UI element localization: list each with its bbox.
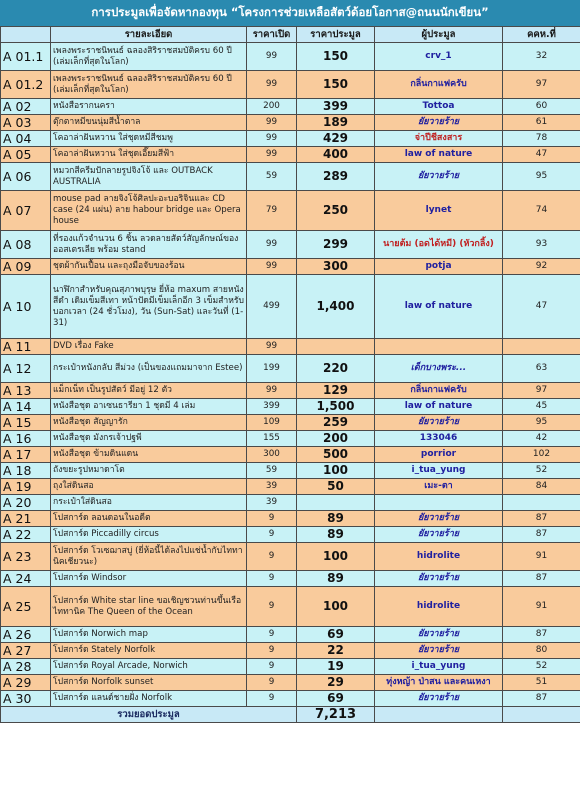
bidder-name: ยัยวายร้าย [375,415,503,431]
item-description: นาฬิกาสำหรับคุณสุภาพบุรุษ ยี่ห้อ maxum สายหนังสีดำ เดิมเข็มสีเทา หน้าปัดมีเข็มเล็กอีก 3 เข็มสำหรับบอกเวลา (24 ชั่วโมง), วัน (Sun-Sat) และวันที่ (1-31) [51,275,247,339]
open-price: 499 [247,275,297,339]
bidder-name: ยัยวายร้าย [375,527,503,543]
bidder-name: ทุ่งหญ้า ป่าสน และคนเหงา [375,675,503,691]
bidder-name: 133046 [375,431,503,447]
item-description: โปสการ์ด Piccadilly circus [51,527,247,543]
item-description: โปสการ์ด Stately Norfolk [51,643,247,659]
item-code: A 04 [1,131,51,147]
sheet-title: การประมูลเพื่อจัดหากองทุน “โครงการช่วยเหลือสัตว์ด้อยโอกาส@ถนนนักเขียน” [0,0,580,26]
open-price: 99 [247,339,297,355]
open-price: 9 [247,675,297,691]
item-code: A 01.1 [1,43,51,71]
open-price: 9 [247,587,297,627]
bidder-name: เมะ-ตา [375,479,503,495]
open-price: 399 [247,399,297,415]
bidder-name: lynet [375,191,503,231]
table-row [1,627,580,643]
item-code: A 09 [1,259,51,275]
open-price: 59 [247,163,297,191]
table-row [1,447,580,463]
comment-number: 97 [503,383,580,399]
bidder-name: ยัยวายร้าย [375,115,503,131]
table-row [1,115,580,131]
bidder-name: กลิ่นกาแฟครับ [375,383,503,399]
open-price: 9 [247,659,297,675]
open-price: 99 [247,71,297,99]
table-row [1,71,580,99]
table-row [1,231,580,259]
bidder-name: law of nature [375,399,503,415]
bid-price: 89 [297,511,375,527]
comment-number: 87 [503,511,580,527]
bidder-name: ยัยวายร้าย [375,691,503,707]
item-description: DVD เรื่อง Fake [51,339,247,355]
bid-price [297,495,375,511]
bid-price: 399 [297,99,375,115]
table-row [1,399,580,415]
item-code: A 27 [1,643,51,659]
item-code: A 08 [1,231,51,259]
total-label: รวมยอดประมูล [1,707,297,723]
bidder-name: ยัยวายร้าย [375,571,503,587]
comment-number: 42 [503,431,580,447]
comment-number: 95 [503,415,580,431]
item-description: หนังสือรากนครา [51,99,247,115]
open-price: 99 [247,115,297,131]
item-description: กระเป๋าใส่ดินสอ [51,495,247,511]
table-row [1,675,580,691]
total-empty-comment [503,707,580,723]
item-description: โคอาล่าฝันหวาน ใส่ชุดหมีสีชมพู [51,131,247,147]
open-price: 99 [247,147,297,163]
bid-price: 500 [297,447,375,463]
item-code: A 21 [1,511,51,527]
item-code: A 11 [1,339,51,355]
table-row [1,163,580,191]
item-description: หนังสือชุด มังกรเจ้าปฐพี [51,431,247,447]
bid-price: 69 [297,627,375,643]
bidder-name: ยัยวายร้าย [375,511,503,527]
bidder-name: i_tua_yung [375,463,503,479]
item-description: โปสการ์ด Norfolk sunset [51,675,247,691]
item-description: โปสการ์ด White star line ขอเชิญชวนท่านขึ้นเรือไททานิค The Queen of the Ocean [51,587,247,627]
bidder-name: porrior [375,447,503,463]
bid-price: 29 [297,675,375,691]
open-price: 9 [247,571,297,587]
bid-price: 200 [297,431,375,447]
open-price: 9 [247,511,297,527]
comment-number: 87 [503,691,580,707]
item-code: A 28 [1,659,51,675]
bid-price: 100 [297,463,375,479]
bid-price: 100 [297,543,375,571]
comment-number: 47 [503,147,580,163]
item-code: A 20 [1,495,51,511]
item-description: ถังขยะรูปหมาดาโต [51,463,247,479]
item-code: A 14 [1,399,51,415]
item-code: A 24 [1,571,51,587]
comment-number: 91 [503,543,580,571]
bidder-name: hidrolite [375,587,503,627]
item-code: A 06 [1,163,51,191]
bid-price: 19 [297,659,375,675]
bid-price: 259 [297,415,375,431]
item-description: ถุงใส่ดินสอ [51,479,247,495]
comment-number: 52 [503,463,580,479]
table-row [1,463,580,479]
table-row [1,495,580,511]
bid-price: 250 [297,191,375,231]
comment-number [503,495,580,511]
bid-price: 69 [297,691,375,707]
bid-price: 300 [297,259,375,275]
bidder-name: hidrolite [375,543,503,571]
open-price: 99 [247,131,297,147]
bidder-name: กลิ่นกาแฟครับ [375,71,503,99]
open-price: 59 [247,463,297,479]
comment-number: 87 [503,627,580,643]
bid-price: 429 [297,131,375,147]
item-description: แม็กเน็ท เป็นรูปสัตว์ มีอยู่ 12 ตัว [51,383,247,399]
table-row [1,479,580,495]
bidder-name: จ่าปีชีสงสาร [375,131,503,147]
item-code: A 02 [1,99,51,115]
table-row [1,431,580,447]
header-row [1,27,580,43]
item-description: โปสการ์ด แลนด์ชายฝั่ง Norfolk [51,691,247,707]
bidder-name: potja [375,259,503,275]
item-description: หนังสือชุด ข้ามดินแดน [51,447,247,463]
bid-price: 22 [297,643,375,659]
bid-price: 150 [297,71,375,99]
item-description: หนังสือชุด สัญญารัก [51,415,247,431]
total-empty-bidder [375,707,503,723]
open-price: 99 [247,383,297,399]
header-description: รายละเอียด [51,27,247,43]
item-description: ตุ๊กตาหมีขนนุ่มสีน้ำตาล [51,115,247,131]
bid-price: 89 [297,527,375,543]
comment-number: 87 [503,571,580,587]
open-price: 9 [247,543,297,571]
comment-number: 51 [503,675,580,691]
bidder-name: law of nature [375,147,503,163]
item-code: A 13 [1,383,51,399]
bid-price: 299 [297,231,375,259]
item-code: A 18 [1,463,51,479]
item-description: โปสการ์ด Norwich map [51,627,247,643]
bidder-name: law of nature [375,275,503,339]
table-row [1,355,580,383]
table-row [1,527,580,543]
open-price: 9 [247,643,297,659]
bidder-name [375,495,503,511]
bid-price: 220 [297,355,375,383]
open-price: 99 [247,259,297,275]
comment-number: 32 [503,43,580,71]
comment-number: 63 [503,355,580,383]
comment-number: 97 [503,71,580,99]
open-price: 300 [247,447,297,463]
open-price: 9 [247,627,297,643]
bidder-name: crv_1 [375,43,503,71]
item-code: A 12 [1,355,51,383]
item-description: โปสการ์ด Royal Arcade, Norwich [51,659,247,675]
bidder-name: นายต้ม (อดได้หมี) (หัวกลิ้ง) [375,231,503,259]
bidder-name: Tottoa [375,99,503,115]
bid-price: 150 [297,43,375,71]
table-row [1,275,580,339]
bid-price: 400 [297,147,375,163]
table-row [1,587,580,627]
table-row [1,259,580,275]
comment-number: 93 [503,231,580,259]
item-code: A 01.2 [1,71,51,99]
comment-number: 74 [503,191,580,231]
table-row [1,543,580,571]
comment-number: 60 [503,99,580,115]
bid-price: 289 [297,163,375,191]
bid-price: 89 [297,571,375,587]
comment-number: 47 [503,275,580,339]
comment-number [503,339,580,355]
table-row [1,643,580,659]
comment-number: 92 [503,259,580,275]
item-code: A 26 [1,627,51,643]
total-row [1,707,580,723]
bid-price: 1,500 [297,399,375,415]
open-price: 99 [247,231,297,259]
table-row [1,43,580,71]
item-description: ที่รองแก้วจำนวน 6 ชิ้น ลวดลายสัตว์สัญลักษณ์ของออสเตรเลีย พร้อม stand [51,231,247,259]
auction-table [0,26,580,723]
item-code: A 17 [1,447,51,463]
open-price: 99 [247,43,297,71]
bid-price: 189 [297,115,375,131]
open-price: 9 [247,691,297,707]
table-row [1,99,580,115]
item-description: mouse pad ลายจิงโจ้ศิลปะอะบอริจินและ CD case (24 แผ่น) ลาย habour bridge และ Opera house [51,191,247,231]
item-code: A 22 [1,527,51,543]
item-code: A 25 [1,587,51,627]
item-code: A 05 [1,147,51,163]
comment-number: 61 [503,115,580,131]
item-code: A 30 [1,691,51,707]
comment-number: 95 [503,163,580,191]
item-code: A 29 [1,675,51,691]
bid-price: 129 [297,383,375,399]
bidder-name: ยัยวายร้าย [375,627,503,643]
bidder-name: เด็กบางพระ... [375,355,503,383]
item-code: A 03 [1,115,51,131]
header-open-price: ราคาเปิด [247,27,297,43]
table-row [1,339,580,355]
open-price: 39 [247,479,297,495]
open-price: 109 [247,415,297,431]
bid-price: 100 [297,587,375,627]
item-code: A 19 [1,479,51,495]
item-description: ชุดผ้ากันเปื้อน และถุงมือจับของร้อน [51,259,247,275]
header-comment-no: คคห.ที่ [503,27,580,43]
bidder-name [375,339,503,355]
bidder-name: i_tua_yung [375,659,503,675]
bidder-name: ยัยวายร้าย [375,643,503,659]
item-description: หนังสือชุด อาเซนธารียา 1 ชุดมี 4 เล่ม [51,399,247,415]
item-description: โปสการ์ด ลอนดอนในอดีต [51,511,247,527]
item-description: เพลงพระราชนิพนธ์ ฉลองสิริราชสมบัติครบ 60 ปี (เล่มเล็กที่สุดในโลก) [51,71,247,99]
item-code: A 16 [1,431,51,447]
table-row [1,511,580,527]
open-price: 155 [247,431,297,447]
open-price: 39 [247,495,297,511]
item-description: โปสการ์ด Windsor [51,571,247,587]
comment-number: 78 [503,131,580,147]
header-bidder: ผู้ประมูล [375,27,503,43]
header-bid-price: ราคาประมูล [297,27,375,43]
table-row [1,147,580,163]
item-description: หมวกสีครีมปักลายรูปจิงโจ้ และ OUTBACK AUSTRALIA [51,163,247,191]
comment-number: 45 [503,399,580,415]
comment-number: 80 [503,643,580,659]
open-price: 9 [247,527,297,543]
open-price: 79 [247,191,297,231]
table-row [1,571,580,587]
comment-number: 52 [503,659,580,675]
item-description: เพลงพระราชนิพนธ์ ฉลองสิริราชสมบัติครบ 60 ปี (เล่มเล็กที่สุดในโลก) [51,43,247,71]
table-row [1,383,580,399]
bidder-name: ยัยวายร้าย [375,163,503,191]
comment-number: 84 [503,479,580,495]
item-description: กระเป๋าหนังกลับ สีม่วง (เป็นของแถมมาจาก Estee) [51,355,247,383]
open-price: 200 [247,99,297,115]
table-row [1,131,580,147]
table-row [1,691,580,707]
item-code: A 10 [1,275,51,339]
item-code: A 23 [1,543,51,571]
total-value: 7,213 [297,707,375,723]
item-description: โปสการ์ด โวเซฌาสบู่ (ยี่ห้อนี้ได้ลงไปแช่น้ำกับไททานิคเชียวนะ) [51,543,247,571]
table-row [1,659,580,675]
item-code: A 15 [1,415,51,431]
bid-price: 50 [297,479,375,495]
item-code: A 07 [1,191,51,231]
item-description: โคอาล่าฝันหวาน ใส่ชุดเอี๊ยมสีฟ้า [51,147,247,163]
table-row [1,415,580,431]
comment-number: 91 [503,587,580,627]
header-code [1,27,51,43]
bid-price: 1,400 [297,275,375,339]
bid-price [297,339,375,355]
table-row [1,191,580,231]
comment-number: 102 [503,447,580,463]
comment-number: 87 [503,527,580,543]
open-price: 199 [247,355,297,383]
